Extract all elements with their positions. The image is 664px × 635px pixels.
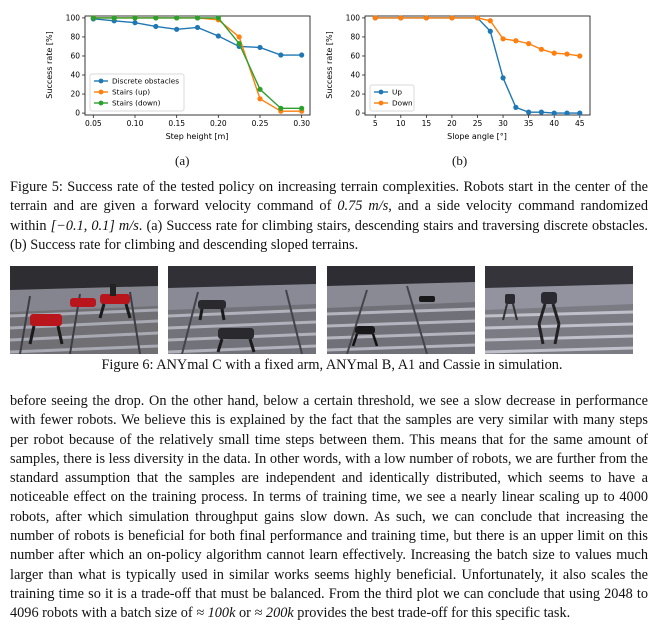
- series-line-0: [93, 19, 301, 55]
- sim-image-cassie: [485, 266, 633, 354]
- batch-size-a: ≈ 100k: [196, 605, 236, 622]
- sublabel-b: (b): [452, 153, 468, 168]
- figure-6-images: [10, 266, 650, 354]
- legend-label: Discrete obstacles: [112, 76, 180, 86]
- data-point: [552, 110, 557, 115]
- legend-label: Down: [392, 98, 413, 108]
- data-point: [500, 75, 505, 80]
- data-point: [564, 110, 569, 115]
- batch-size-b: ≈ 200k: [254, 605, 294, 622]
- data-point: [91, 15, 96, 20]
- y-tick-label: 20: [70, 89, 80, 99]
- data-point: [132, 20, 137, 25]
- chart-step-height: [40, 6, 322, 146]
- x-tick-label: 0.25: [251, 119, 269, 128]
- x-tick-label: 25: [472, 119, 483, 128]
- data-point: [216, 33, 221, 38]
- data-point: [513, 38, 518, 43]
- x-tick-label: 10: [396, 119, 406, 128]
- data-point: [174, 27, 179, 32]
- x-tick-label: 0.05: [84, 119, 102, 128]
- data-point: [299, 106, 304, 111]
- legend: [370, 85, 414, 111]
- x-axis-label: Step height [m]: [165, 132, 229, 141]
- x-tick-label: 0.20: [209, 119, 227, 128]
- chart-slope-angle: [320, 6, 602, 146]
- x-tick-label: 0.15: [168, 119, 186, 128]
- y-tick-label: 100: [345, 13, 360, 23]
- data-point: [577, 53, 582, 58]
- legend-marker: [379, 101, 384, 106]
- legend-marker: [379, 90, 384, 95]
- y-tick-label: 60: [70, 51, 80, 61]
- x-tick-label: 35: [523, 119, 534, 128]
- y-tick-label: 0: [355, 108, 360, 118]
- data-point: [257, 96, 262, 101]
- data-point: [539, 47, 544, 52]
- data-point: [449, 15, 454, 20]
- figure-5-caption: Figure 5: Success rate of the tested policy on increasing terrain complexities. Robots start in the center of the terrain and are given a forward velocity command of 0.75 m/s, and a side velocity command randomized within [−0.1, 0.1] m/s. (a) Success rate for climbing stairs, descending stairs and traversing discrete obstacles. (b) Success rate for climbing and descending sloped terrains.: [10, 179, 648, 253]
- data-point: [299, 52, 304, 57]
- data-point: [475, 15, 480, 20]
- y-axis-label: Success rate [%]: [325, 31, 334, 99]
- data-point: [488, 18, 493, 23]
- legend-label: Up: [392, 87, 402, 97]
- data-point: [153, 24, 158, 29]
- legend-label: Stairs (down): [112, 98, 161, 108]
- x-tick-label: 0.30: [293, 119, 311, 128]
- sim-image-anymal-b: [168, 266, 316, 354]
- range-value: [−0.1, 0.1] m/s: [50, 217, 139, 234]
- sublabel-a: (a): [175, 153, 190, 168]
- data-point: [153, 15, 158, 20]
- series-line-1: [375, 18, 580, 56]
- y-tick-label: 80: [70, 32, 80, 42]
- x-tick-label: 30: [498, 119, 508, 128]
- y-tick-label: 60: [350, 51, 360, 61]
- data-point: [216, 15, 221, 20]
- data-point: [237, 41, 242, 46]
- legend-marker: [99, 101, 104, 106]
- legend-marker: [99, 79, 104, 84]
- x-tick-label: 5: [372, 119, 378, 128]
- legend-marker: [99, 90, 104, 95]
- data-point: [424, 15, 429, 20]
- body-paragraph: before seeing the drop. On the other hand, below a certain threshold, we see a slow decrease in performance with fewer robots. We believe this is explained by the fact that the samples are very similar with many steps per robot because of the relatively small time steps between them. This means that for the same amount of samples, there is less diversity in the data. In other words, with a low number of robots, we are further from the standard assumption that the samples are independent and identically distributed, which seems to have a noticeable effect on the training process. In terms of training time, we see a nearly linear scaling up to 4000 robots, after which simulation throughput gains slow down. As such, we can conclude that increasing the number of robots is beneficial for both final performance and training time, but there is an upper limit on this number after which an on-policy algorithm cannot learn effectively. Increasing the batch size to values much larger than what is typically used in similar works seems highly beneficial. Unfortunately, it also scales the training time so it is a trade-off that must be balanced. From the third plot we can conclude that using 2048 to 4096 robots with a batch size of ≈ 100k or ≈ 200k provides the best trade-off for this specific task.: [10, 393, 648, 622]
- data-point: [513, 105, 518, 110]
- data-point: [500, 36, 505, 41]
- data-point: [237, 34, 242, 39]
- x-axis-label: Slope angle [°]: [447, 132, 507, 141]
- sim-image-a1: [327, 266, 475, 354]
- legend-label: Stairs (up): [112, 87, 151, 97]
- data-point: [112, 15, 117, 20]
- data-point: [552, 51, 557, 56]
- y-tick-label: 40: [350, 70, 360, 80]
- data-point: [526, 110, 531, 115]
- legend: [90, 74, 184, 111]
- data-point: [564, 51, 569, 56]
- data-point: [257, 45, 262, 50]
- y-tick-label: 80: [350, 32, 360, 42]
- x-tick-label: 40: [549, 119, 559, 128]
- data-point: [577, 110, 582, 115]
- y-axis-label: Success rate [%]: [45, 31, 54, 99]
- y-tick-label: 40: [70, 70, 80, 80]
- figure-6-caption: Figure 6: ANYmal C with a fixed arm, ANYmal B, A1 and Cassie in simulation.: [101, 357, 563, 373]
- y-tick-label: 0: [75, 108, 80, 118]
- data-point: [195, 15, 200, 20]
- data-point: [278, 52, 283, 57]
- sim-image-anymal-c-arm: [10, 266, 158, 354]
- x-tick-label: 20: [447, 119, 457, 128]
- data-point: [526, 41, 531, 46]
- data-point: [257, 87, 262, 92]
- x-tick-label: 0.10: [126, 119, 144, 128]
- x-tick-label: 45: [574, 119, 585, 128]
- data-point: [373, 15, 378, 20]
- data-point: [398, 15, 403, 20]
- data-point: [195, 25, 200, 30]
- y-tick-label: 100: [65, 13, 80, 23]
- y-tick-label: 20: [350, 89, 360, 99]
- data-point: [132, 15, 137, 20]
- data-point: [488, 29, 493, 34]
- data-point: [278, 106, 283, 111]
- x-tick-label: 15: [421, 119, 432, 128]
- data-point: [539, 110, 544, 115]
- velocity-value: 0.75 m/s: [337, 198, 389, 215]
- data-point: [174, 15, 179, 20]
